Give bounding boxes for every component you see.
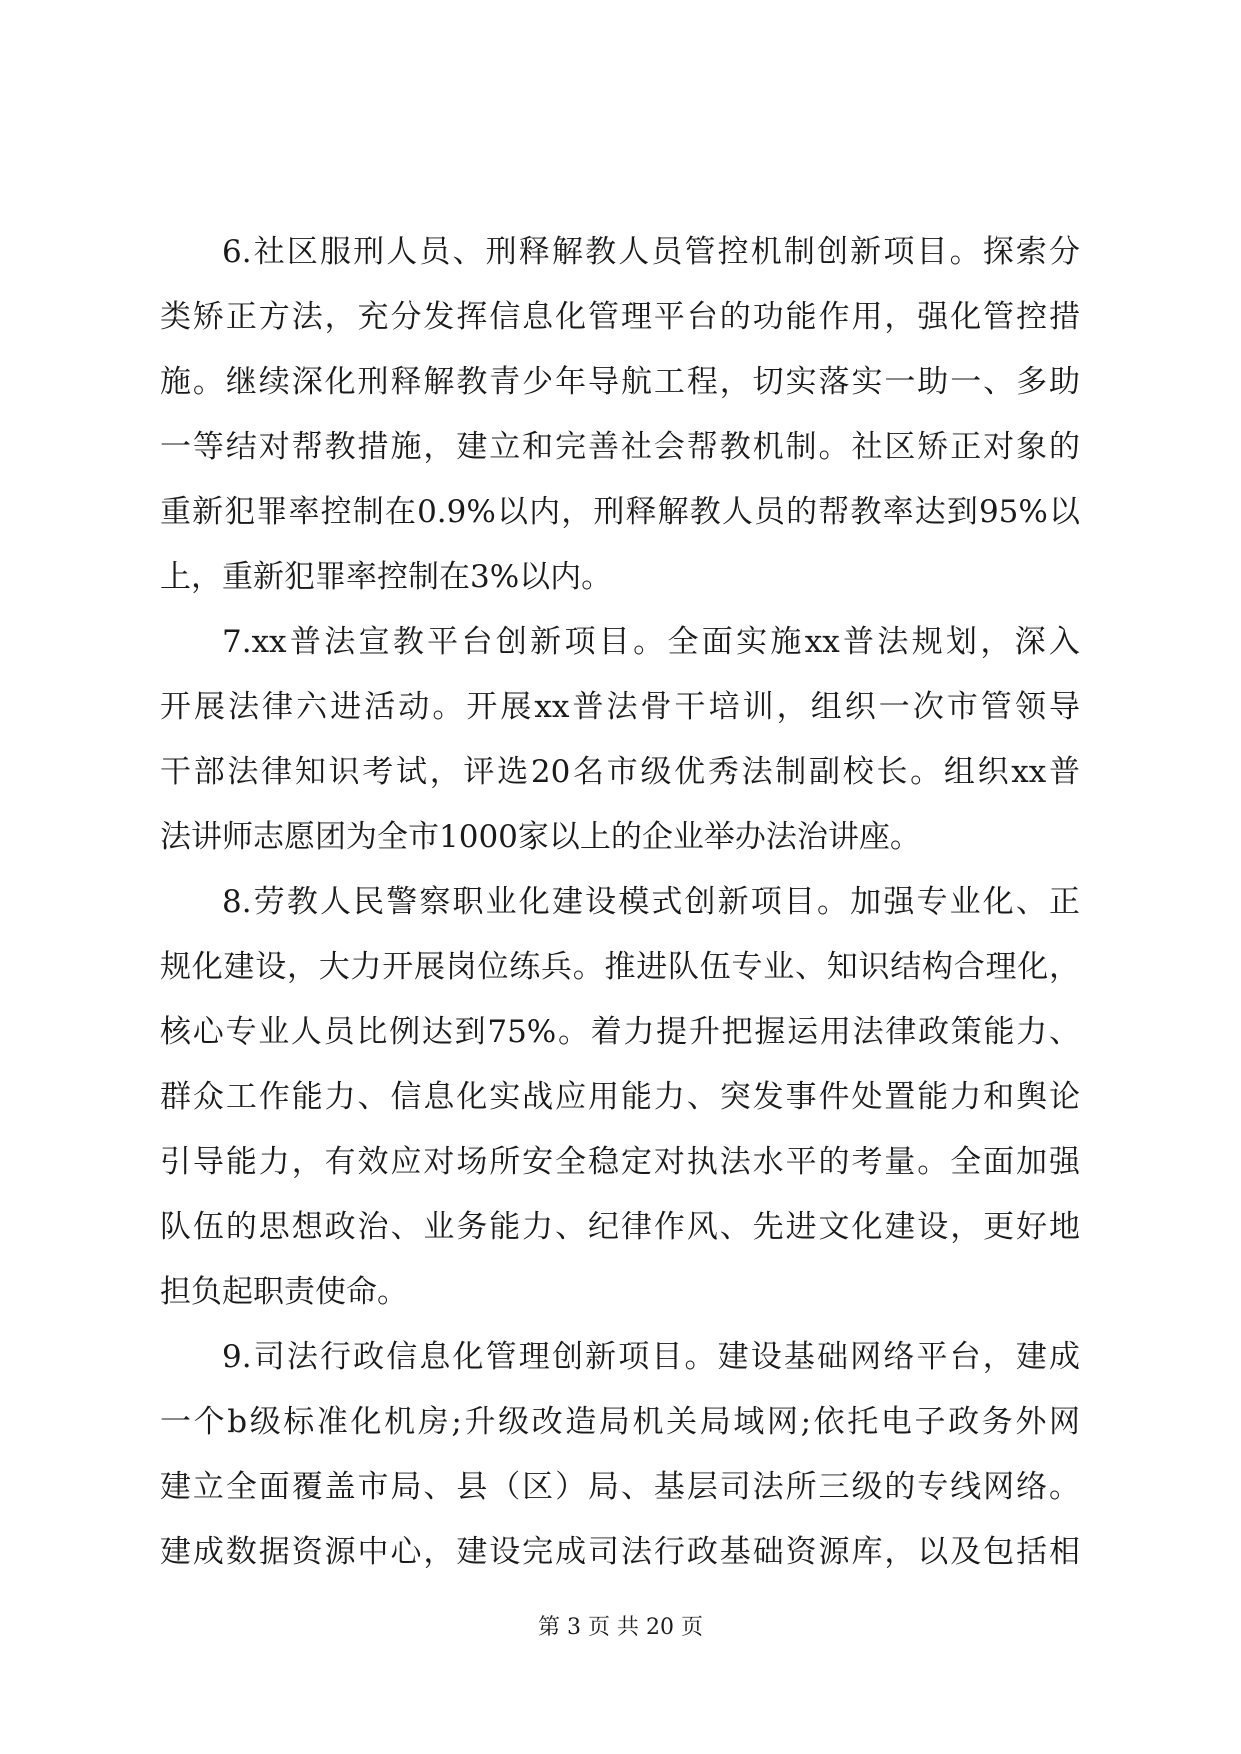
text-line: 9.司法行政信息化管理创新项目。建设基础网络平台，建成: [222, 1339, 1080, 1375]
text-line: 6.社区服刑人员、刑释解教人员管控机制创新项目。探索分: [222, 234, 1080, 270]
paragraph-item-7: [160, 610, 1080, 870]
document-body: [160, 220, 1080, 1585]
text-line: 规化建设，大力开展岗位练兵。推进队伍专业、知识结构合理化，: [160, 949, 1080, 985]
text-line: 引导能力，有效应对场所安全稳定对执法水平的考量。全面加强: [160, 1144, 1080, 1180]
text-line: 建成数据资源中心，建设完成司法行政基础资源库，以及包括相: [160, 1534, 1080, 1570]
text-line: 类矫正方法，充分发挥信息化管理平台的功能作用，强化管控措: [160, 299, 1080, 335]
text-line: 法讲师志愿团为全市1000家以上的企业举办法治讲座。: [160, 819, 921, 855]
text-line: 施。继续深化刑释解教青少年导航工程，切实落实一助一、多助: [160, 364, 1080, 400]
text-line: 干部法律知识考试，评选20名市级优秀法制副校长。组织xx普: [160, 754, 1080, 790]
text-line: 队伍的思想政治、业务能力、纪律作风、先进文化建设，更好地: [160, 1209, 1080, 1245]
text-line: 群众工作能力、信息化实战应用能力、突发事件处置能力和舆论: [160, 1079, 1080, 1115]
text-line: 8.劳教人民警察职业化建设模式创新项目。加强专业化、正: [222, 884, 1080, 920]
text-line: 建立全面覆盖市局、县（区）局、基层司法所三级的专线网络。: [160, 1469, 1080, 1505]
text-line: 核心专业人员比例达到75%。着力提升把握运用法律政策能力、: [160, 1014, 1080, 1050]
text-line: 重新犯罪率控制在0.9%以内，刑释解教人员的帮教率达到95%以: [160, 494, 1080, 530]
text-line: 一等结对帮教措施，建立和完善社会帮教机制。社区矫正对象的: [160, 429, 1080, 465]
text-line: 7.xx普法宣教平台创新项目。全面实施xx普法规划，深入: [222, 624, 1080, 660]
text-line: 一个b级标准化机房;升级改造局机关局域网;依托电子政务外网: [160, 1404, 1080, 1440]
text-line: 上，重新犯罪率控制在3%以内。: [160, 559, 613, 595]
paragraph-item-8: [160, 870, 1080, 1325]
text-line: 担负起职责使命。: [160, 1274, 408, 1310]
paragraph-item-9: [160, 1325, 1080, 1585]
text-line: 开展法律六进活动。开展xx普法骨干培训，组织一次市管领导: [160, 689, 1080, 725]
page-number-footer: 第 3 页 共 20 页: [538, 1615, 703, 1640]
paragraph-item-6: [160, 220, 1080, 610]
